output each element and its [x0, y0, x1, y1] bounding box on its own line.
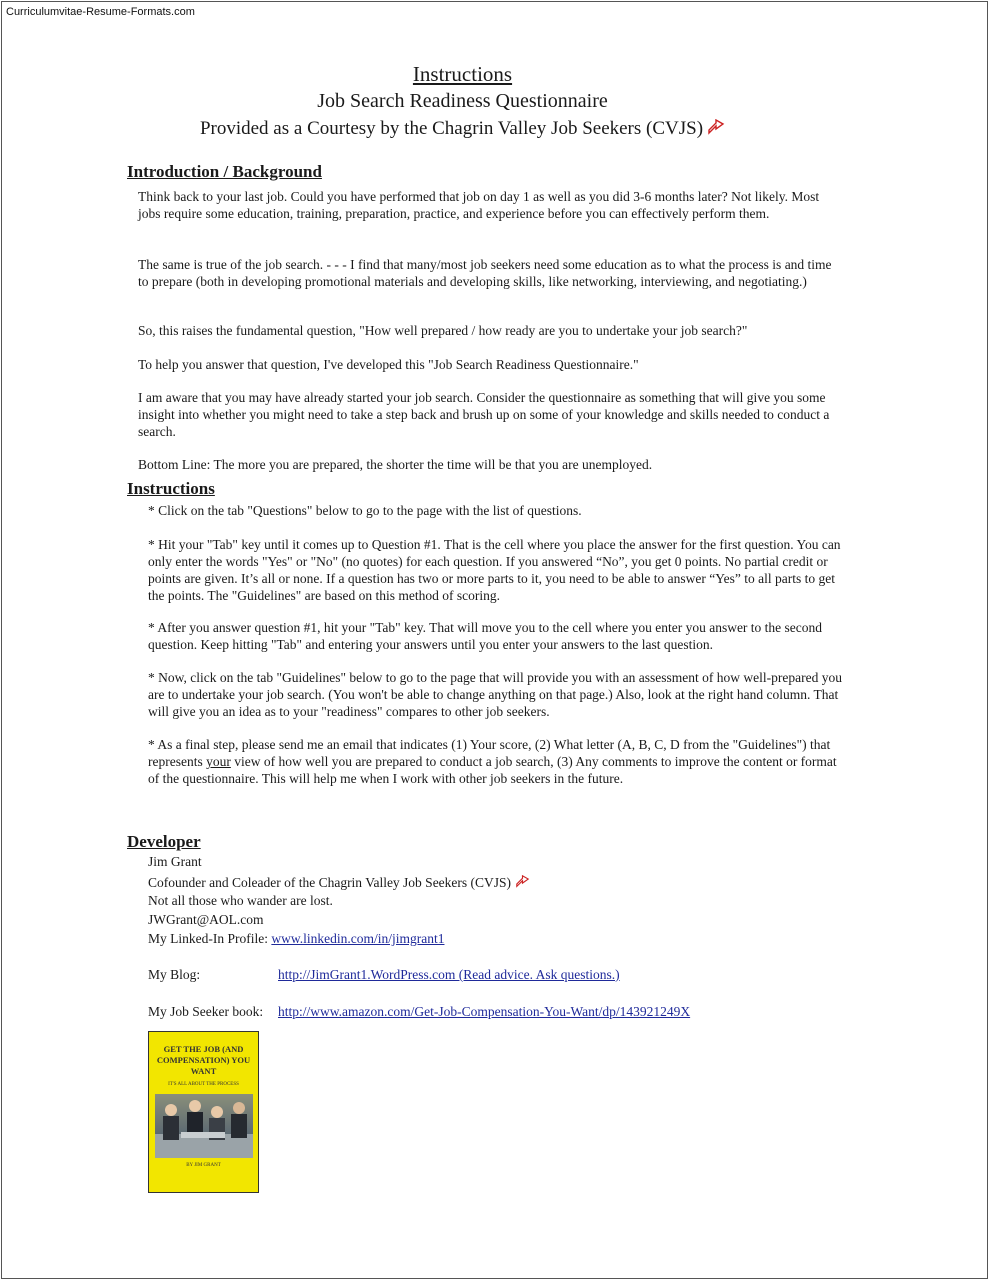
intro-paragraph: I am aware that you may have already started your job search. Consider the questionnaire as something that will give you some insight into whether you might need to take a step back and brush up on some of your knowledge and skills needed to conduct a search. — [138, 390, 830, 439]
hyperlink-arrow-icon[interactable] — [515, 875, 530, 888]
blog-row — [148, 966, 620, 983]
developer-name: Jim Grant — [148, 854, 202, 869]
book-tagline: IT'S ALL ABOUT THE PROCESS — [168, 1082, 239, 1087]
instruction-item: * Now, click on the tab "Guidelines" below to go to the page that will provide you with an assessment of how well-prepared you are to undertake your job search. (You won't be able to change anything on that page.) Also, look at the right hand column. That will give you an idea as to your "readiness" compares to other job seekers. — [148, 670, 842, 719]
courtesy-text: Provided as a Courtesy by the Chagrin Valley Job Seekers (CVJS) — [199, 118, 704, 139]
intro-heading: Introduction / Background — [127, 162, 322, 181]
developer-motto: Not all those who wander are lost. — [148, 893, 333, 908]
intro-paragraph: Think back to your last job. Could you have performed that job on day 1 as well as you did 3-6 months later? Not likely. Most jobs require some education, training, preparation, practice, and experience before you can effectively perform them. — [138, 189, 820, 221]
developer-heading: Developer — [127, 832, 201, 851]
page-title: Instructions — [412, 62, 513, 86]
page-header — [0, 61, 925, 142]
linkedin-row — [148, 930, 444, 947]
book-author: BY JIM GRANT — [186, 1163, 221, 1168]
instruction-item — [148, 736, 848, 787]
book-link[interactable]: http://www.amazon.com/Get-Job-Compensation-You-Want/dp/143921249X — [278, 1004, 691, 1019]
instruction-text: view of how well you are prepared to conduct a job search, (3) Any comments to improve the content or format of the questionnaire. This will help me when I work with other job seekers in the future. — [148, 754, 837, 786]
linkedin-link[interactable]: www.linkedin.com/in/jimgrant1 — [271, 931, 445, 946]
book-label: My Job Seeker book: — [148, 1004, 264, 1019]
blog-link[interactable]: http://JimGrant1.WordPress.com (Read advice. Ask questions.) — [278, 967, 620, 982]
hyperlink-arrow-icon[interactable] — [707, 119, 725, 135]
instruction-text: * As a final step, please send me an email that indicates (1) Your score, (2) What letter (A, B, C, D from the "Guidelines") that represents — [148, 737, 831, 769]
developer-email: JWGrant@AOL.com — [148, 912, 264, 927]
intro-paragraph: The same is true of the job search. - - - I find that many/most job seekers need some education as to what the process is and time to prepare (both in developing promotional materials and developing skills, like networking, interviewing, and negotiating.) — [138, 257, 832, 289]
intro-paragraph: Bottom Line: The more you are prepared, the shorter the time will be that you are unemployed. — [138, 457, 653, 472]
instructions-heading: Instructions — [127, 479, 215, 498]
linkedin-label: My Linked-In Profile: — [148, 931, 268, 946]
developer-role-text: Cofounder and Coleader of the Chagrin Valley Job Seekers (CVJS) — [148, 875, 512, 890]
book-row — [148, 1003, 690, 1020]
book-title: GET THE JOB (AND COMPENSATION) YOU WANT — [156, 1044, 251, 1076]
instruction-item: * Hit your "Tab" key until it comes up to Question #1. That is the cell where you place the answer for the first question. You can only enter the words "Yes" or "No" (no quotes) for each question. If you answered “No”, you get 0 points. No partial credit or points are given. It’s all or none. If a question has two or more parts to it, you need to be able to answer “Yes” to all parts to get the points. The "Guidelines" are based on this method of scoring. — [148, 537, 841, 603]
emphasis-text: your — [206, 754, 231, 769]
developer-role — [148, 874, 530, 891]
intro-paragraph: So, this raises the fundamental question, "How well prepared / how ready are you to undertake your job search?" — [138, 323, 748, 338]
page-subtitle: Job Search Readiness Questionnaire — [317, 90, 608, 112]
blog-label: My Blog: — [148, 967, 201, 982]
watermark: Curriculumvitae-Resume-Formats.com — [6, 6, 195, 18]
instruction-item: * After you answer question #1, hit your "Tab" key. That will move you to the cell where you enter you answer to the second question. Keep hitting "Tab" and entering your answers until you enter your answers to the last question. — [148, 620, 823, 652]
people-illustration-icon — [155, 1094, 253, 1158]
intro-paragraph: To help you answer that question, I've developed this "Job Search Readiness Questionnaire." — [138, 357, 639, 372]
book-cover-image[interactable] — [148, 1031, 259, 1193]
courtesy-line — [0, 115, 925, 142]
book-blurb — [155, 1172, 253, 1186]
instruction-item: * Click on the tab "Questions" below to go to the page with the list of questions. — [148, 503, 582, 518]
book-photo — [155, 1094, 253, 1158]
